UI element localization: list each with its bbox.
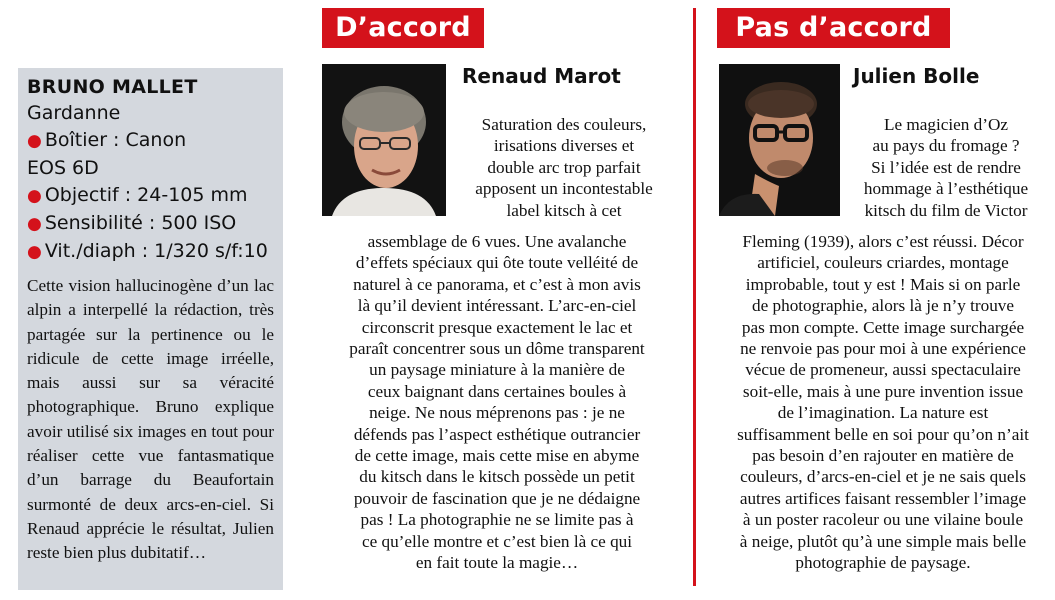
text-line: en fait toute la magie… — [415, 553, 579, 573]
photographer-spec-line — [27, 182, 274, 210]
spec-text: Sensibilité : 500 ISO — [44, 212, 237, 234]
photographer-spec-line — [27, 100, 274, 127]
text-line: circonscrit presque exactement le lac et — [361, 317, 633, 337]
bullet-icon: ● — [27, 214, 42, 234]
text-line: Fleming (1939), alors c’est réussi. Décor — [742, 232, 1024, 251]
text-line: neige. Ne nous méprenons pas : je ne — [369, 403, 625, 423]
text-line: à un poster racoleur ou une vilaine boule — [742, 510, 1024, 530]
bullet-icon: ● — [27, 186, 42, 206]
text-line: improbable, tout y est ! Mais si on parle — [745, 274, 1021, 294]
text-line: photographie de paysage. — [795, 553, 971, 573]
disagree-reviewer-name: Julien Bolle — [853, 64, 980, 88]
text-line: ceux baignant dans certaines boules à — [367, 381, 627, 401]
text-line: autres artifices faisant ressembler l’image — [739, 488, 1027, 508]
bullet-icon: ● — [27, 242, 42, 262]
text-line: Si l’idée est de rendre — [871, 157, 1021, 177]
spec-text: Objectif : 24-105 mm — [44, 184, 248, 206]
disagree-banner: Pas d’accord — [717, 8, 950, 48]
agree-reviewer-name: Renaud Marot — [462, 64, 621, 88]
agree-text-top — [456, 114, 672, 221]
photographer-info-box — [18, 68, 283, 590]
text-line: paraît concentrer sous un dôme transparent — [349, 339, 645, 359]
disagree-text-top — [846, 114, 1046, 221]
photographer-spec-line — [27, 155, 274, 182]
text-line: soit-elle, mais à une pure invention issue — [742, 381, 1024, 401]
text-line: irisations diverses et — [493, 136, 635, 156]
text-line: du kitsch dans le kitsch possède un petit — [359, 467, 635, 487]
photo-description: Cette vision hallucinogène d’un lac alpin a interpellé la rédaction, très partagée sur la pertinence ou le ridicule de cette image irréelle, mais aussi sur sa véracité photographique. Bruno explique avoir utilisé six images en tout pour réaliser cette vue fantasmatique d’un barrage du Beaufortain surmonté de deux arcs-en-ciel. Si Renaud apprécie le résultat, Julien reste bien plus dubitatif… — [27, 276, 274, 563]
disagree-text-bottom — [718, 231, 1048, 574]
text-line: artificiel, couleurs criardes, montage — [757, 253, 1009, 273]
text-line: à neige, plutôt qu’à une simple mais belle — [739, 531, 1027, 551]
spec-text: Boîtier : Canon — [44, 129, 187, 151]
text-line: apposent un incontestable — [475, 179, 653, 199]
photographer-name: BRUNO MALLET — [27, 76, 198, 98]
portrait-photo-icon — [719, 64, 840, 216]
text-line: suffisamment belle en soi pour qu’on n’ait — [737, 424, 1029, 444]
spec-text: Gardanne — [27, 102, 121, 124]
text-line: là qu’il devient intéressant. L’arc-en-ciel — [357, 296, 637, 316]
text-line: pas mon compte. Cette image surchargée — [741, 317, 1025, 337]
julien-bolle-portrait — [719, 64, 840, 216]
bullet-icon: ● — [27, 131, 42, 151]
portrait-photo-icon — [322, 64, 446, 216]
text-line: de l’imagination. La nature est — [777, 403, 989, 423]
agree-banner: D’accord — [322, 8, 484, 48]
text-line: hommage à l’esthétique — [863, 179, 1029, 199]
photographer-spec-line — [27, 210, 274, 238]
text-line: couleurs, d’arcs-en-ciel et je ne sais quels — [740, 467, 1026, 487]
text-line: naturel à ce panorama, et c’est à mon avis — [353, 274, 641, 294]
text-line: Saturation des couleurs, — [481, 115, 647, 134]
text-line: de photographie, alors là je n’y trouve — [751, 296, 1015, 316]
text-line: au pays du fromage ? — [872, 136, 1020, 156]
text-line: d’effets spéciaux qui ôte toute velléité de — [355, 253, 639, 273]
column-divider — [693, 8, 696, 586]
text-line: un paysage miniature à la manière de — [369, 360, 625, 380]
spec-text: Vit./diaph : 1/320 s/f:10 — [44, 240, 268, 262]
text-line: Le magicien d’Oz — [883, 115, 1009, 134]
text-line: ne renvoie pas pour moi à une expérience — [740, 339, 1026, 359]
spec-text: EOS 6D — [27, 157, 99, 179]
text-line: vécue de promeneur, aussi spectaculaire — [745, 360, 1021, 380]
text-line: pouvoir de fascination que je ne dédaigne — [353, 488, 641, 508]
agree-text-bottom — [322, 231, 672, 574]
text-line: kitsch du film de Victor — [864, 200, 1028, 220]
photographer-spec-line — [27, 238, 274, 266]
text-line: pas ! La photographie ne se limite pas à — [360, 510, 634, 530]
text-line: assemblage de 6 vues. Une avalanche — [367, 232, 627, 251]
photographer-specs — [27, 100, 274, 266]
text-line: de cette image, mais cette mise en abyme — [354, 446, 640, 466]
text-line: pas besoin d’en rajouter en matière de — [752, 446, 1014, 466]
text-line: défends pas l’aspect esthétique outrancier — [353, 424, 641, 444]
photographer-spec-line — [27, 127, 274, 155]
text-line: double arc trop parfait — [487, 157, 641, 177]
renaud-marot-portrait — [322, 64, 446, 216]
text-line: ce qu’elle montre et c’est bien là ce qui — [361, 531, 633, 551]
text-line: label kitsch à cet — [506, 200, 622, 220]
